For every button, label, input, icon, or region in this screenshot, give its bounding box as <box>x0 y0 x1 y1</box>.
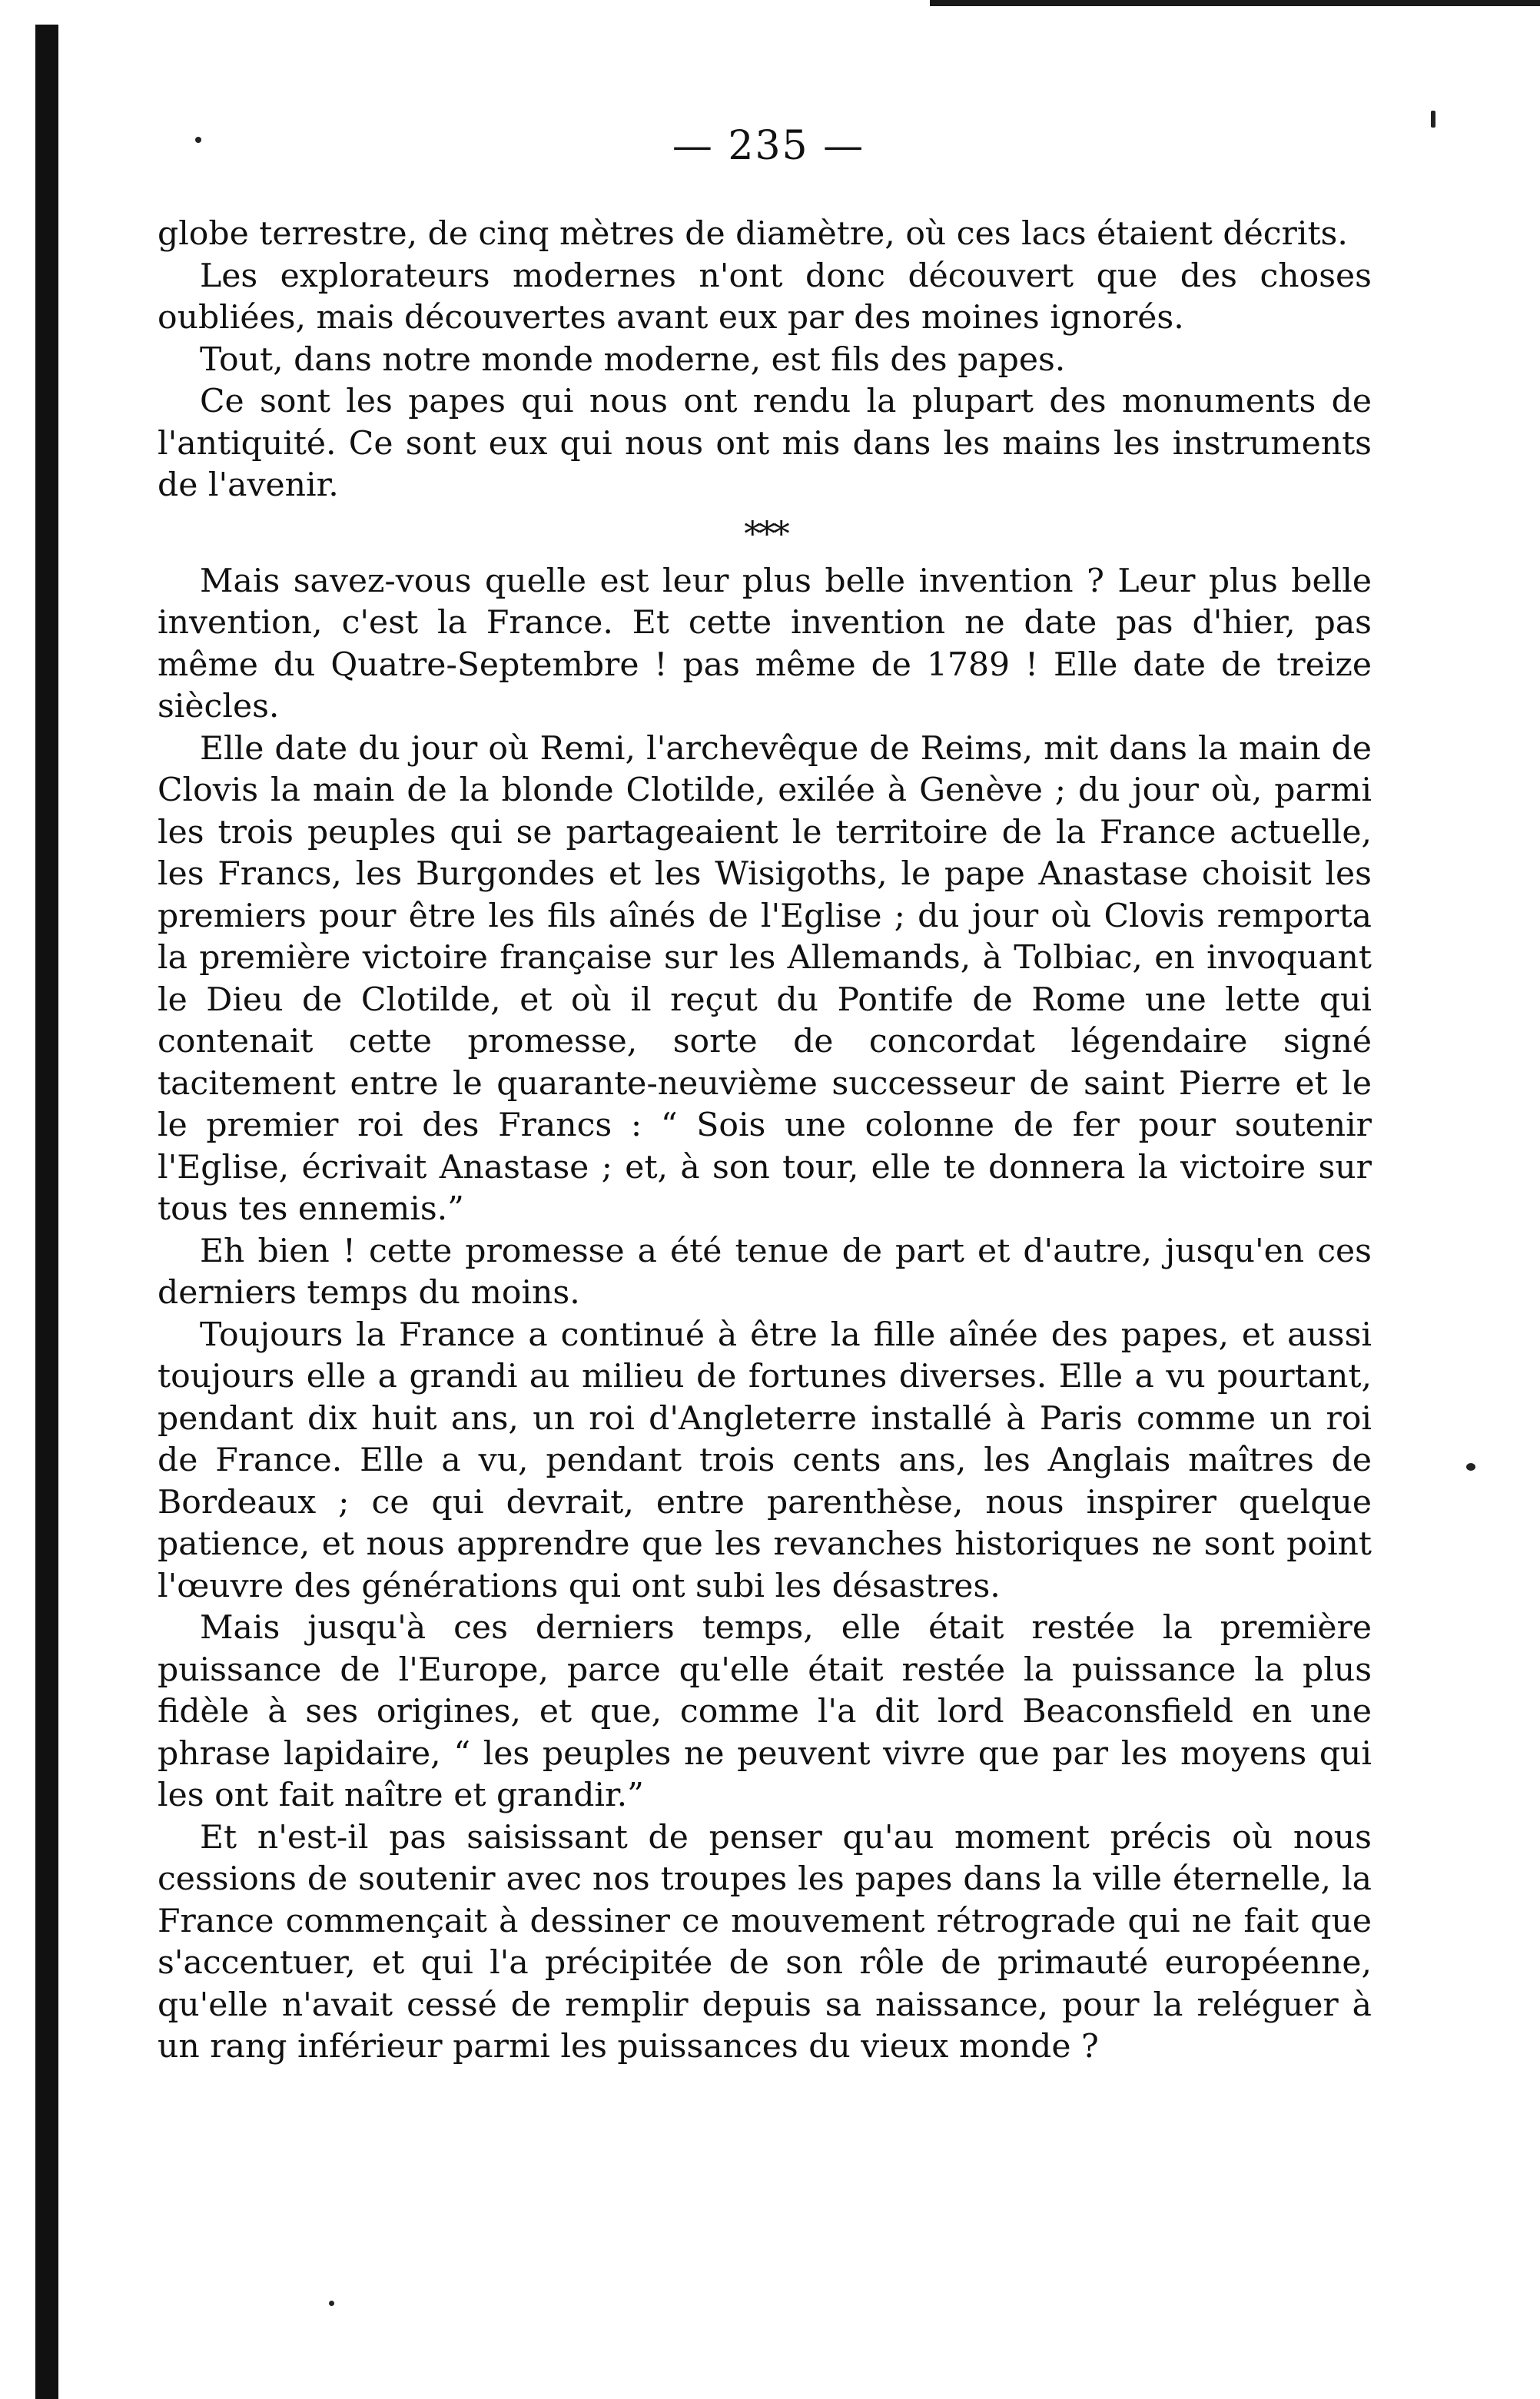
scan-speck <box>1431 111 1435 128</box>
scan-speck <box>329 2301 334 2306</box>
paragraph: Mais jusqu'à ces derniers temps, elle était restée la première puissance de l'Europe, parce qu'elle était restée la puissance la plus fidèle à ses origines, et que, comme l'a dit lord Beaconsfield en une phrase lapidaire, “ les peuples ne peuvent vivre que par les moyens qui les ont fait naître et grandir.” <box>158 1609 1372 1814</box>
paragraph: Et n'est-il pas saisissant de penser qu'au moment précis où nous cessions de soutenir avec nos troupes les papes dans la ville éternelle, la France commençait à dessiner ce mouvement rétrograde qui ne fait que s'accentuer, et qui l'a précipitée de son rôle de primauté européenne, qu'elle n'avait cessé de remplir depuis sa naissance, pour la reléguer à un rang inférieur parmi les puissances du vieux monde ? <box>158 1818 1372 2066</box>
scan-top-rule <box>930 0 1540 6</box>
paragraph: Mais savez-vous quelle est leur plus belle invention ? Leur plus belle invention, c'est la France. Et cette invention ne date pas d'hier, pas même du Quatre-Septembre ! pas même de 1789 ! Elle date de treize siècles. <box>158 562 1372 725</box>
paragraph: Eh bien ! cette promesse a été tenue de part et d'autre, jusqu'en ces derniers temps du moins. <box>158 1232 1372 1312</box>
paragraph: Les explorateurs modernes n'ont donc découvert que des choses oubliées, mais découvertes avant eux par des moines ignorés. <box>158 257 1372 337</box>
paragraph: Toujours la France a continué à être la fille aînée des papes, et aussi toujours elle a grandi au milieu de fortunes diverses. Elle a vu pourtant, pendant dix huit ans, un roi d'Angleterre installé à Paris comme un roi de France. Elle a vu, pendant trois cents ans, les Anglais maîtres de Bordeaux ; ce qui devrait, entre parenthèse, nous inspirer quelque patience, et nous apprendre que les revanches historiques ne sont point l'œuvre des générations qui ont subi les désastres. <box>158 1316 1372 1605</box>
paragraph: Ce sont les papes qui nous ont rendu la plupart des monuments de l'antiquité. Ce sont eux qui nous ont mis dans les mains les instruments de l'avenir. <box>158 383 1372 504</box>
paragraph: globe terrestre, de cinq mètres de diamètre, où ces lacs étaient décrits. <box>158 215 1348 253</box>
paragraph: Tout, dans notre monde moderne, est fils des papes. <box>200 340 1066 379</box>
scan-binding-edge <box>35 25 58 2399</box>
paragraph: Elle date du jour où Remi, l'archevêque de Reims, mit dans la main de Clovis la main de la blonde Clotilde, exilée à Genève ; du jour où, parmi les trois peuples qui se partageaient le territoire de la France actuelle, les Francs, les Burgondes et les Wisigoths, le pape Anastase choisit les premiers pour être les fils aînés de l'Eglise ; du jour où Clovis remporta la première victoire française sur les Allemands, à Tolbiac, en invoquant le Dieu de Clotilde, et où il reçut du Pontife de Rome une lette qui contenait cette promesse, sorte de concordat légendaire signé tacitement entre le quarante-neuvième successeur de saint Pierre et le le premier roi des Francs : “ Sois une colonne de fer pour soutenir l'Eglise, écrivait Anastase ; et, à son tour, elle te donnera la victoire sur tous tes ennemis.” <box>158 729 1372 1228</box>
section-separator: * * * <box>744 514 785 554</box>
scan-speck <box>1466 1463 1475 1471</box>
scan-speck <box>195 137 201 143</box>
page-number: — 235 — <box>672 123 865 169</box>
body-text <box>158 214 1372 2069</box>
